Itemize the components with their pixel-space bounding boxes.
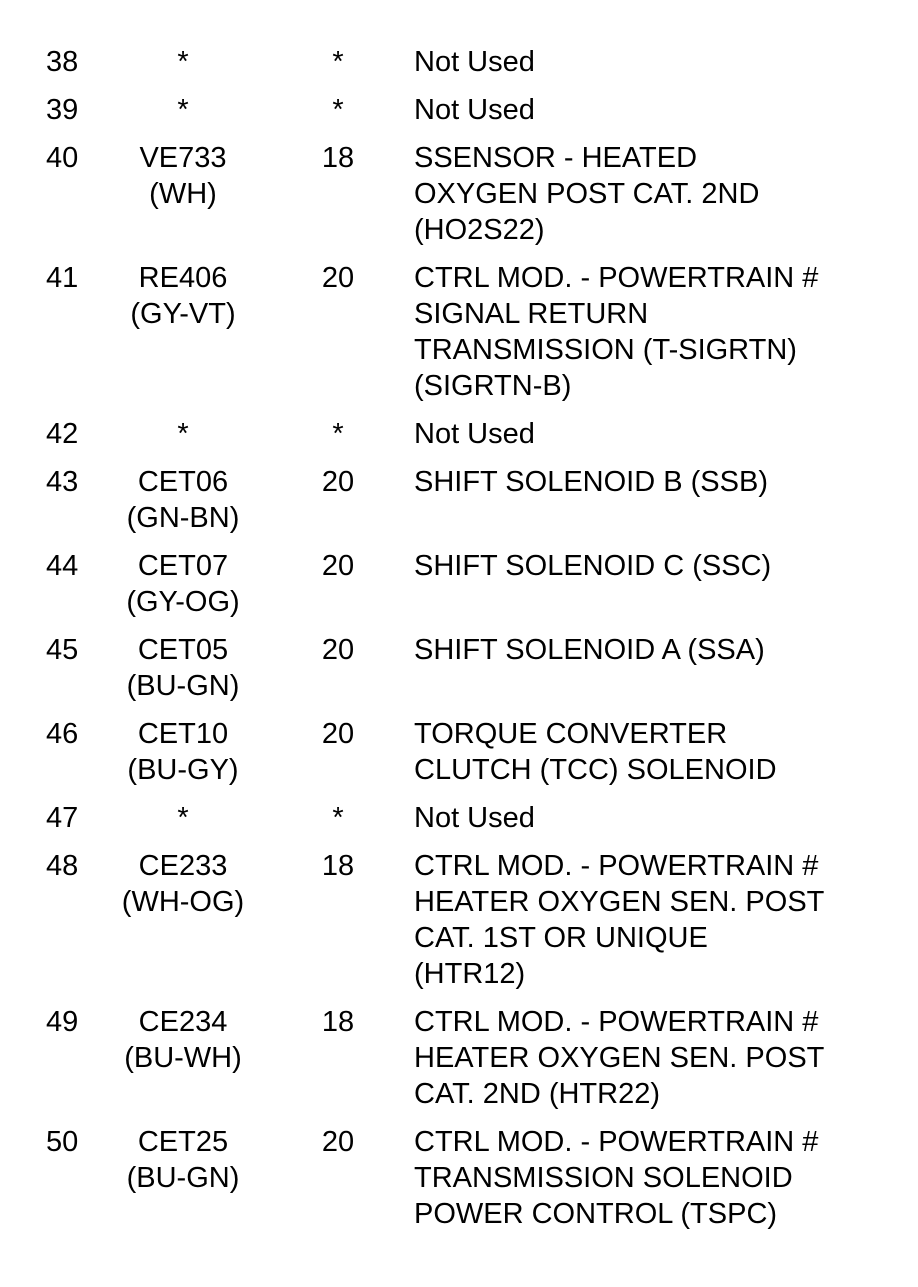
wire-color: (WH) [149, 178, 217, 210]
pin-row [0, 416, 918, 452]
circuit-description: Not Used [414, 418, 535, 450]
circuit-cell [108, 140, 258, 212]
circuit-cell [108, 92, 258, 128]
circuit-description: SHIFT SOLENOID B (SSB) [414, 466, 768, 498]
circuit-id: CET10 [137, 718, 229, 750]
pin-number: 44 [46, 550, 79, 582]
pin-number: 40 [46, 142, 79, 174]
circuit-cell [108, 416, 258, 452]
wire-gauge: * [332, 46, 344, 78]
wire-gauge: 20 [321, 718, 355, 750]
pin-number: 41 [46, 262, 79, 294]
circuit-description: Not Used [414, 46, 535, 78]
circuit-cell [108, 848, 258, 920]
wire-color: (BU-GN) [126, 670, 240, 702]
pin-row [0, 548, 918, 620]
circuit-description: TORQUE CONVERTER CLUTCH (TCC) SOLENOID [414, 718, 777, 786]
circuit-cell [108, 716, 258, 788]
wire-color: (GY-VT) [130, 298, 236, 330]
circuit-id: * [177, 46, 189, 78]
wire-gauge: 20 [321, 262, 355, 294]
wire-color: (GN-BN) [126, 502, 240, 534]
pin-row [0, 92, 918, 128]
wire-color: (BU-WH) [124, 1042, 242, 1074]
wire-color: (WH-OG) [121, 886, 245, 918]
circuit-description: Not Used [414, 94, 535, 126]
wire-gauge: 20 [321, 466, 355, 498]
circuit-id: CET06 [137, 466, 229, 498]
wire-gauge: 20 [321, 1126, 355, 1158]
wire-gauge: 18 [321, 1006, 355, 1038]
circuit-cell [108, 464, 258, 536]
pin-number: 49 [46, 1006, 79, 1038]
pin-number: 39 [46, 94, 79, 126]
pin-row [0, 140, 918, 248]
pin-row [0, 44, 918, 80]
pin-row [0, 1004, 918, 1112]
pin-number: 42 [46, 418, 79, 450]
wire-gauge: * [332, 94, 344, 126]
circuit-description: SSENSOR - HEATED OXYGEN POST CAT. 2ND (HO2S22) [414, 142, 760, 246]
pin-row [0, 260, 918, 404]
connector-pinout-table [0, 44, 918, 1244]
wire-color: (BU-GY) [127, 754, 239, 786]
pin-number: 50 [46, 1126, 79, 1158]
circuit-description: CTRL MOD. - POWERTRAIN # TRANSMISSION SOLENOID POWER CONTROL (TSPC) [414, 1126, 819, 1230]
circuit-id: CE234 [138, 1006, 228, 1038]
circuit-description: Not Used [414, 802, 535, 834]
wire-gauge: 20 [321, 550, 355, 582]
pin-row [0, 1124, 918, 1232]
pin-number: 45 [46, 634, 79, 666]
circuit-id: RE406 [138, 262, 228, 294]
wire-gauge: * [332, 418, 344, 450]
wire-color: (BU-GN) [126, 1162, 240, 1194]
pin-row [0, 800, 918, 836]
pin-row [0, 464, 918, 536]
wire-gauge: 20 [321, 634, 355, 666]
pin-number: 46 [46, 718, 79, 750]
circuit-id: * [177, 418, 189, 450]
circuit-id: CET05 [137, 634, 229, 666]
wire-gauge: * [332, 802, 344, 834]
pin-row [0, 632, 918, 704]
pin-number: 47 [46, 802, 79, 834]
circuit-id: * [177, 94, 189, 126]
circuit-id: * [177, 802, 189, 834]
pin-row [0, 848, 918, 992]
pin-number: 43 [46, 466, 79, 498]
wire-gauge: 18 [321, 850, 355, 882]
circuit-id: CET07 [137, 550, 229, 582]
pin-number: 48 [46, 850, 79, 882]
circuit-cell [108, 1004, 258, 1076]
circuit-cell [108, 260, 258, 332]
wire-color: (GY-OG) [126, 586, 240, 618]
circuit-description: CTRL MOD. - POWERTRAIN # HEATER OXYGEN SEN. POST CAT. 1ST OR UNIQUE (HTR12) [414, 850, 825, 990]
circuit-id: CET25 [137, 1126, 229, 1158]
circuit-id: VE733 [139, 142, 227, 174]
circuit-description: SHIFT SOLENOID A (SSA) [414, 634, 765, 666]
circuit-cell [108, 800, 258, 836]
pin-row [0, 716, 918, 788]
circuit-cell [108, 1124, 258, 1196]
wire-gauge: 18 [321, 142, 355, 174]
circuit-description: SHIFT SOLENOID C (SSC) [414, 550, 772, 582]
circuit-cell [108, 632, 258, 704]
circuit-description: CTRL MOD. - POWERTRAIN # SIGNAL RETURN TRANSMISSION (T-SIGRTN) (SIGRTN-B) [414, 262, 819, 402]
circuit-description: CTRL MOD. - POWERTRAIN # HEATER OXYGEN SEN. POST CAT. 2ND (HTR22) [414, 1006, 825, 1110]
circuit-cell [108, 44, 258, 80]
circuit-id: CE233 [138, 850, 228, 882]
pin-number: 38 [46, 46, 79, 78]
circuit-cell [108, 548, 258, 620]
